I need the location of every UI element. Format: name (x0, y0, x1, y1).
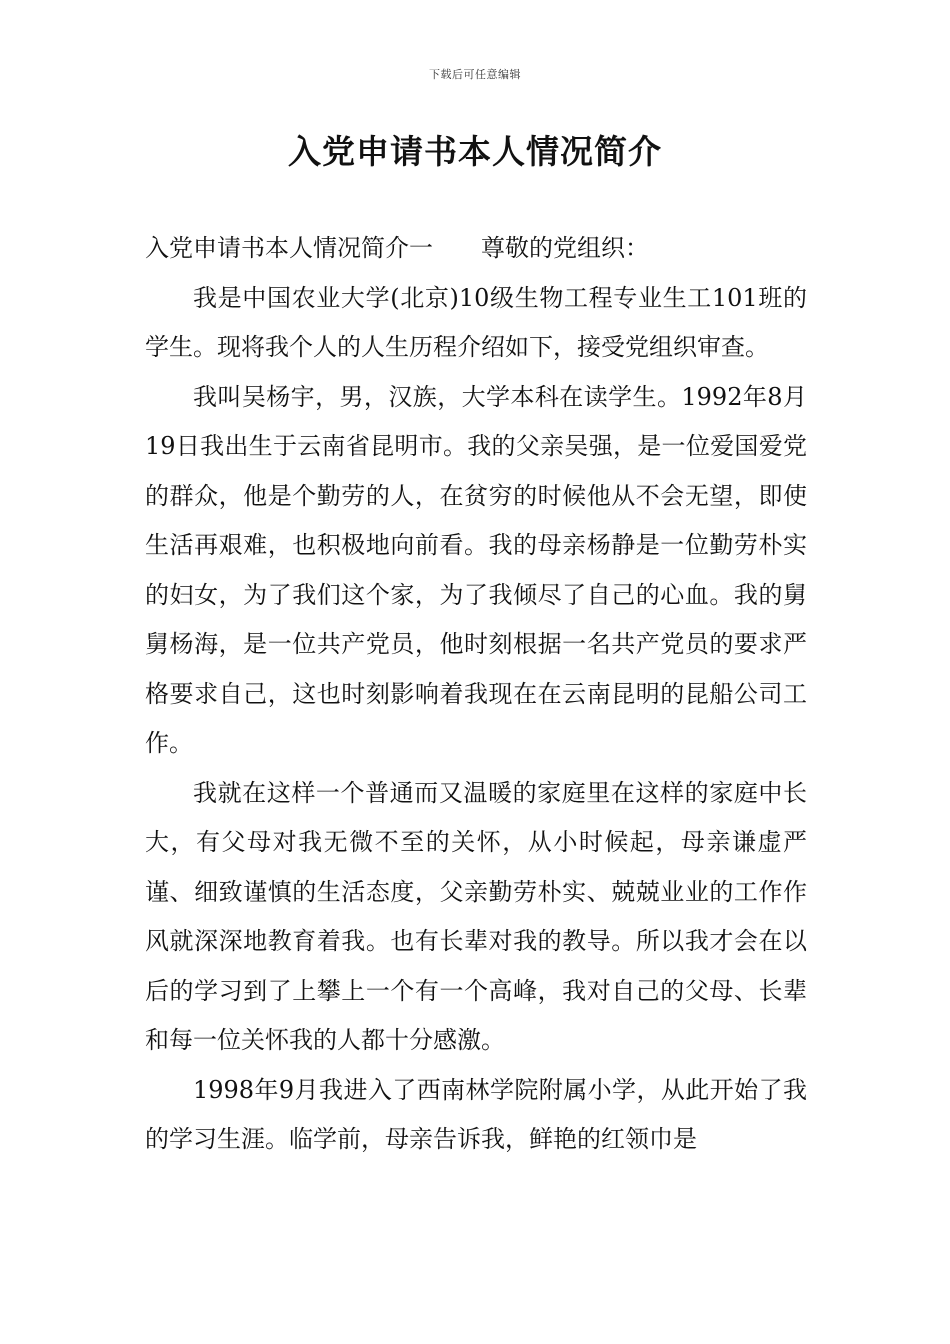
document-body (145, 224, 807, 1165)
opening-line (145, 224, 807, 274)
paragraph-2: 我叫吴杨宇，男，汉族，大学本科在读学生。1992年8月19日我出生于云南省昆明市。我的父亲吴强，是一位爱国爱党的群众，他是个勤劳的人，在贫穷的时候他从不会无望，即使生活再艰难，也积极地向前看。我的母亲杨静是一位勤劳朴实的妇女，为了我们这个家，为了我倾尽了自己的心血。我的舅舅杨海，是一位共产党员，他时刻根据一名共产党员的要求严格要求自己，这也时刻影响着我现在在云南昆明的昆船公司工作。 (145, 382, 807, 757)
header-note: 下载后可任意编辑 (429, 68, 521, 81)
paragraph-4: 1998年9月我进入了西南林学院附属小学，从此开始了我的学习生涯。临学前，母亲告诉我，鲜艳的红领巾是 (145, 1075, 807, 1153)
paragraph-3: 我就在这样一个普通而又温暖的家庭里在这样的家庭中长大，有父母对我无微不至的关怀，从小时候起，母亲谦虚严谨、细致谨慎的生活态度，父亲勤劳朴实、兢兢业业的工作作风就深深地教育着我。也有长辈对我的教导。所以我才会在以后的学习到了上攀上一个有一个高峰，我对自己的父母、长辈和每一位关怀我的人都十分感激。 (145, 778, 807, 1054)
salutation: 尊敬的党组织： (481, 234, 649, 262)
document-title: 入党申请书本人情况简介 (288, 132, 662, 171)
paragraph-1: 我是中国农业大学(北京)10级生物工程专业生工101班的学生。现将我个人的人生历程介绍如下，接受党组织审查。 (145, 283, 807, 361)
opening-subtitle: 入党申请书本人情况简介一 (145, 234, 433, 262)
